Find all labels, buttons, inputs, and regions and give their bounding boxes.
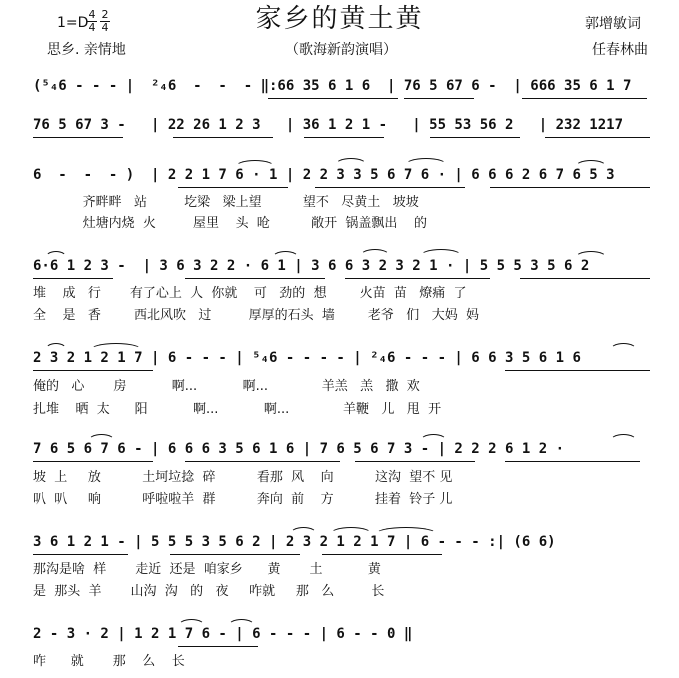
lyrics-row-5-verse-1: 俺的 心 房 啊... 啊... 羊羔 羔 撒 欢 bbox=[33, 379, 420, 394]
lyricist-credit: 郭增敏词 bbox=[585, 16, 641, 32]
time-sig-2-bottom: 4 bbox=[101, 21, 109, 34]
beam bbox=[178, 646, 258, 647]
composer-credit: 任春林曲 bbox=[592, 42, 648, 58]
beam bbox=[345, 278, 490, 279]
key-signature: 1=D bbox=[57, 15, 89, 31]
slur bbox=[45, 251, 67, 258]
time-sig-1-bottom: 4 bbox=[88, 21, 96, 34]
page-title: 家乡的黄土黄 bbox=[255, 4, 424, 34]
beam bbox=[33, 278, 113, 279]
beam bbox=[490, 187, 650, 188]
slur bbox=[405, 158, 447, 165]
lyrics-row-7-verse-1: 那沟是啥 样 走近 还是 咱家乡 黄 土 黄 bbox=[33, 562, 381, 577]
beam bbox=[185, 278, 325, 279]
slur bbox=[575, 160, 607, 167]
beam bbox=[522, 98, 647, 99]
beam bbox=[304, 137, 384, 138]
slur bbox=[88, 434, 115, 441]
beam bbox=[430, 137, 520, 138]
beam bbox=[315, 187, 465, 188]
time-signature-2 bbox=[100, 10, 110, 33]
lyrics-row-8: 咋 就 那 么 长 bbox=[33, 654, 185, 669]
lyrics-row-4-verse-2: 全 是 香 西北风吹 过 厚厚的石头 墙 老爷 们 大妈 妈 bbox=[33, 308, 479, 323]
slur bbox=[335, 158, 367, 165]
slur bbox=[90, 343, 142, 350]
beam bbox=[545, 137, 650, 138]
beam bbox=[185, 461, 340, 462]
beam bbox=[520, 278, 650, 279]
lyrics-row-4-verse-1: 堆 成 行 有了心上 人 你就 可 劲的 想 火苗 苗 燎痛 了 bbox=[33, 286, 467, 301]
mood-marking: 思乡. 亲情地 bbox=[47, 42, 126, 58]
slur bbox=[290, 527, 317, 534]
beam bbox=[170, 554, 300, 555]
notation-row-3: 6 - - - ) | 2 2 1 7 6 · 1 | 2 2 3 3 5 6 7 6 · | 6 6 6 2 6 7 6 5 3 bbox=[33, 167, 624, 183]
notation-row-6: 7 6 5 6 7 6 - | 6 6 6 3 5 6 1 6 | 7 6 5 6 7 3 - | 2 2 2 6 1 2 · bbox=[33, 441, 573, 457]
lyrics-row-3-verse-2: 灶塘内烧 火 屋里 头 呛 敞开 锅盖飘出 的 bbox=[33, 216, 427, 231]
beam bbox=[33, 461, 153, 462]
beam bbox=[33, 137, 123, 138]
beam bbox=[355, 461, 475, 462]
notation-row-4: 6·6 1 2 3 - | 3 6 3 2 2 · 6 1 | 3 6 6 3 2 3 2 1 · | 5 5 5 3 5 6 2 bbox=[33, 258, 598, 274]
singer-credit: （歌海新韵演唱） bbox=[285, 42, 397, 58]
lyrics-row-6-verse-2: 叭 叭 响 呼啦啦羊 群 奔向 前 方 挂着 铃子 儿 bbox=[33, 492, 453, 507]
beam bbox=[322, 554, 442, 555]
beam bbox=[173, 137, 273, 138]
notation-row-2: 76 5 67 3 - | 22 26 1 2 3 | 36 1 2 1 - | 55 53 56 2 | 232 1217 bbox=[33, 117, 632, 133]
beam bbox=[268, 98, 398, 99]
notation-row-7: 3 6 1 2 1 - | 5 5 5 3 5 6 2 | 2 3 2 1 2 1 7 | 6 - - - :| (6 6) bbox=[33, 534, 556, 550]
slur bbox=[375, 527, 437, 534]
notation-row-1: (⁵₄6 - - - | ²₄6 - - - ‖:66 35 6 1 6 | 76 5 67 6 - | 666 35 6 1 7 bbox=[33, 78, 640, 94]
time-signature-1 bbox=[87, 10, 97, 33]
slur bbox=[360, 249, 390, 256]
lyrics-row-5-verse-2: 扎堆 晒 太 阳 啊... 啊... 羊鞭 儿 甩 开 bbox=[33, 402, 442, 417]
lyrics-row-3-verse-1: 齐畔畔 站 圪梁 梁上望 望不 尽黄土 坡坡 bbox=[33, 195, 419, 210]
slur bbox=[420, 434, 447, 441]
time-sig-1-top: 4 bbox=[88, 8, 96, 21]
beam bbox=[404, 98, 474, 99]
slur bbox=[575, 251, 607, 258]
beam bbox=[505, 461, 640, 462]
slur bbox=[420, 249, 462, 256]
beam bbox=[178, 187, 288, 188]
slur bbox=[330, 527, 372, 534]
lyrics-row-6-verse-1: 坡 上 放 土坷垃捻 碎 看那 风 向 这沟 望不 见 bbox=[33, 470, 453, 485]
beam bbox=[33, 554, 128, 555]
notation-row-5: 2 3 2 1 2 1 7 | 6 - - - | ⁵₄6 - - - - | ²₄6 - - - | 6 6 3 5 6 1 6 bbox=[33, 350, 590, 366]
beam bbox=[33, 370, 153, 371]
slur bbox=[272, 251, 299, 258]
slur bbox=[178, 619, 205, 626]
lyrics-row-7-verse-2: 是 那头 羊 山沟 沟 的 夜 咋就 那 么 长 bbox=[33, 584, 385, 599]
slur bbox=[45, 343, 67, 350]
time-sig-2-top: 2 bbox=[101, 8, 109, 21]
slur bbox=[228, 619, 255, 626]
beam bbox=[505, 370, 650, 371]
slur bbox=[610, 434, 637, 441]
slur bbox=[610, 343, 637, 350]
slur bbox=[235, 160, 275, 167]
notation-row-8: 2 - 3 · 2 | 1 2 1 7 6 - | 6 - - - | 6 - - 0 ‖ bbox=[33, 626, 413, 642]
